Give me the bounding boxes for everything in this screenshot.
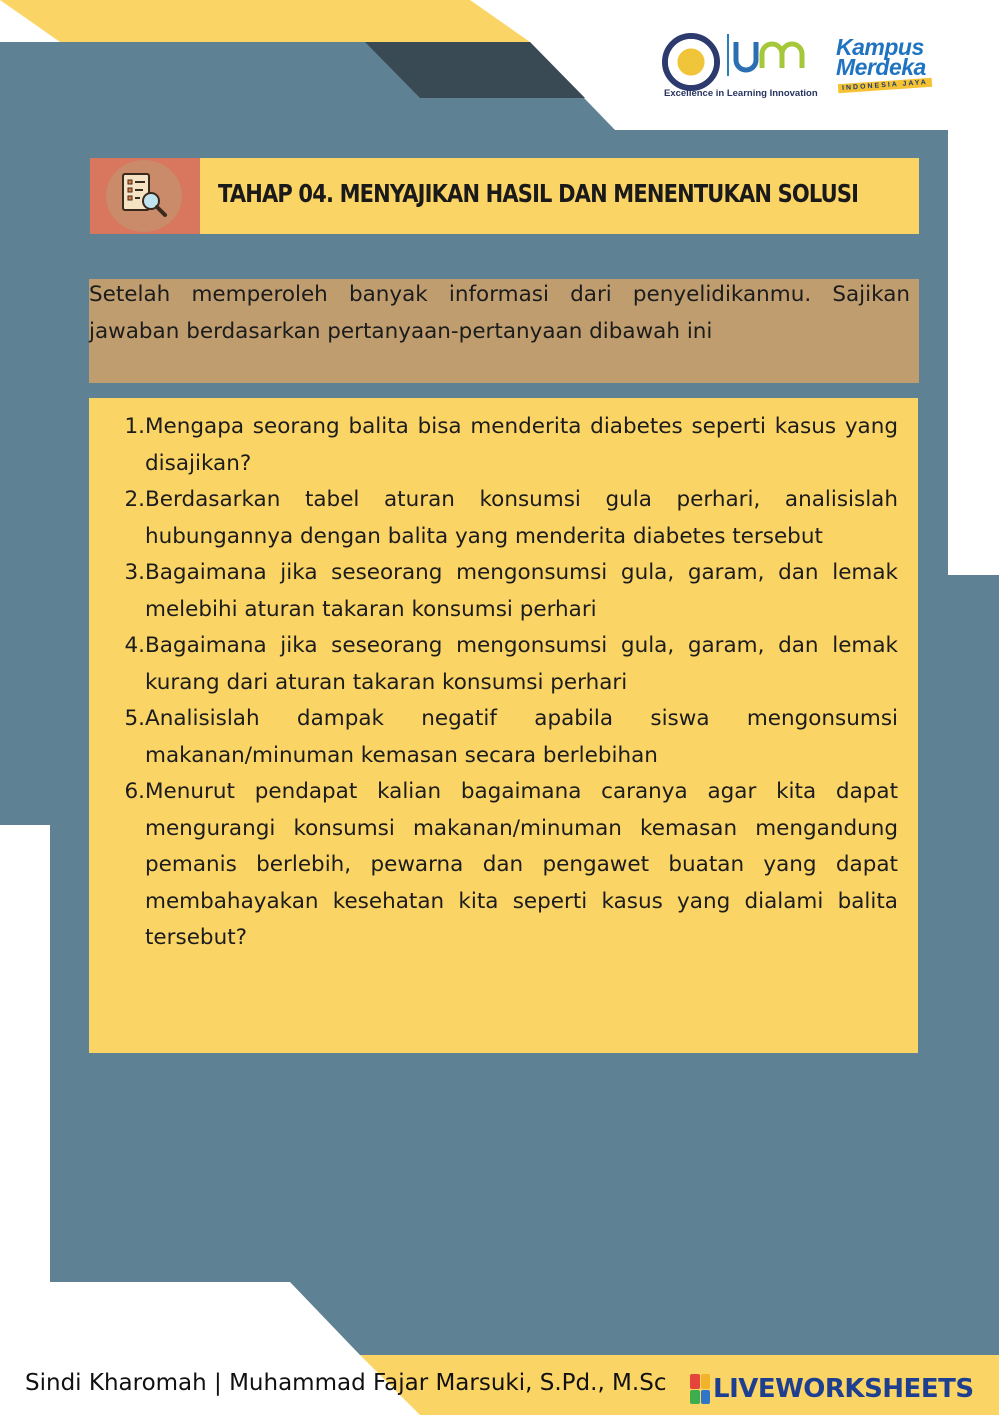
question-number: 5. [124, 706, 145, 731]
footer-authors: Sindi Kharomah | Muhammad Fajar Marsuki, S.Pd., M.Sc [25, 1370, 667, 1396]
liveworksheets-badge-icon [690, 1374, 710, 1404]
um-logo-icon [726, 32, 816, 84]
question-text: Menurut pendapat kalian bagaimana caranya agar kita dapat mengurangi konsumsi makanan/minuman kemasan mengandung pemanis berlebih, pewarna dan pengawet buatan yang dapat membahayakan kesehatan kita seperti kasus yang dialami balita tersebut? [145, 779, 898, 950]
question-text: Bagaimana jika seseorang mengonsumsi gula, garam, dan lemak melebihi aturan takaran konsumsi perhari [145, 560, 898, 622]
kampus-merdeka-logo [836, 34, 954, 100]
question-text: Analisislah dampak negatif apabila siswa mengonsumsi makanan/minuman kemasan secara berlebihan [145, 706, 898, 768]
question-number: 1. [124, 414, 145, 439]
question-text: Bagaimana jika seseorang mengonsumsi gula, garam, dan lemak kurang dari aturan takaran konsumsi perhari [145, 633, 898, 695]
kampus-merdeka-subtitle: INDONESIA JAYA [838, 78, 932, 94]
bg-top-yellow [0, 0, 530, 42]
kampus-merdeka-line1: Kampus [836, 34, 924, 60]
question-number: 6. [124, 779, 145, 804]
um-tagline: Excellence in Learning Innovation [664, 88, 818, 99]
university-seal-icon [662, 33, 720, 91]
intro-text: Setelah memperoleh banyak informasi dari penyelidikanmu. Sajikan jawaban berdasarkan pertanyaan-pertanyaan dibawah ini [89, 282, 910, 344]
question-number: 2. [124, 487, 145, 512]
kampus-merdeka-line2: Merdeka [836, 54, 926, 80]
page-title: TAHAP 04. MENYAJIKAN HASIL DAN MENENTUKAN SOLUSI [218, 179, 859, 208]
question-list [112, 409, 898, 957]
question-number: 4. [124, 633, 145, 658]
question-text: Mengapa seorang balita bisa menderita diabetes seperti kasus yang disajikan? [145, 414, 898, 476]
liveworksheets-logo[interactable] [690, 1372, 974, 1406]
question-text: Berdasarkan tabel aturan konsumsi gula perhari, analisislah hubungannya dengan balita yang menderita diabetes tersebut [145, 487, 898, 549]
question-item [112, 409, 898, 482]
question-number: 3. [124, 560, 145, 585]
institution-logos [660, 28, 960, 108]
question-item [112, 774, 898, 957]
document-search-icon [118, 170, 172, 222]
question-item [112, 482, 898, 555]
question-item [112, 555, 898, 628]
question-item [112, 701, 898, 774]
question-item [112, 628, 898, 701]
liveworksheets-wordmark: LIVEWORKSHEETS [713, 1374, 974, 1404]
